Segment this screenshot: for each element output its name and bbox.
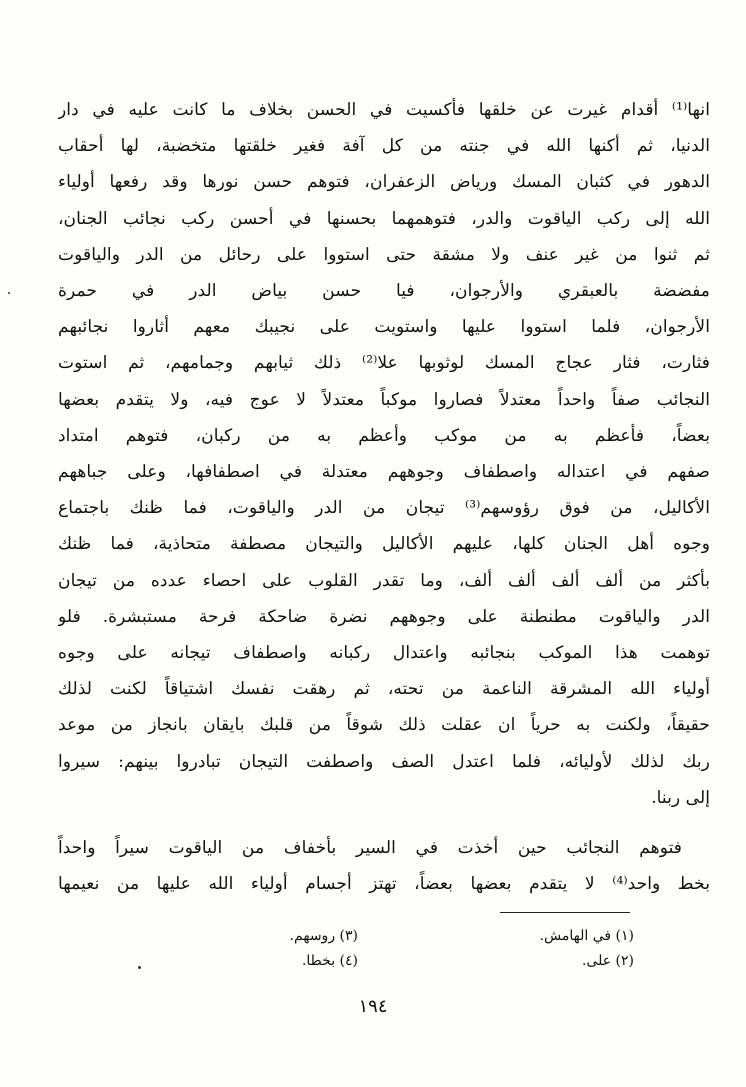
text-line: أولياء الله المشرقة الناعمة من تحته، ثم رهقت نفسك اشتياقاً لكنت لذلك <box>58 679 710 700</box>
text-line: مفضضة بالعبقري والأرجوان، فيا حسن بياض الدر في حمرة <box>58 281 710 302</box>
footnote-1: (١) في الهامش. <box>539 928 634 944</box>
footnotes-right-column <box>474 924 634 974</box>
text-line: الدر والياقوت مطنطنة على وجوههم نضرة ضاحكة فرحة مستبشرة. فلو <box>58 606 710 627</box>
footnote-separator <box>500 912 630 913</box>
text-line: بعضاً، فأعظم به من موكب وأعظم به من ركبان، فتوهم امتداد <box>58 425 710 446</box>
text-line: بخط واحد⁽⁴⁾ لا يتقدم بعضها بعضاً، تهتز أجسام أولياء الله عليها من نعيمها <box>58 874 710 895</box>
text-line: الدهور في كثبان المسك ورياض الزعفران، فتوهم حسن نورها وقد رفعها أولياء <box>58 172 710 193</box>
footnote-4: (٤) بخطا. <box>301 953 358 969</box>
text-line: انها⁽¹⁾ أقدام غيرت عن خلقها فأكسيت في الحسن بخلاف ما كانت عليه في دار <box>58 100 710 120</box>
scan-speck <box>8 292 10 294</box>
text-line: فثارت، فثار عجاج المسك لوثوبها علا⁽²⁾ ذلك ثيابهم وجمامهم، ثم استوت <box>58 353 710 374</box>
text-line: وجوه أهل الجنان كلها، عليهم الأكاليل والتيجان مصطفة متحاذية، فما ظنك <box>58 534 710 555</box>
footnotes-left-column <box>198 924 358 974</box>
paragraph-1 <box>58 92 710 816</box>
paragraph-spacer <box>58 816 710 830</box>
footnote-2: (٢) على. <box>581 953 634 969</box>
page-number: ١٩٤ <box>358 996 388 1017</box>
text-line: النجائب صفاً واحداً معتدلاً فصاروا موكباً معتدلاً لا عوج فيه، ولا يتقدم بعضها <box>58 389 710 410</box>
paragraph-2 <box>58 830 710 902</box>
text-line: ثم ثنوا من غير عنف ولا مشقة حتى استووا على رحائل من الدر والياقوت <box>58 244 710 265</box>
scan-speck <box>138 966 141 969</box>
text-line: إلى ربنا. <box>651 787 710 808</box>
main-text <box>58 92 710 902</box>
text-line: الدنيا، ثم أكنها الله في جنته من كل آفة فغير خلقتها متخضبة، لها أحقاب <box>58 136 710 157</box>
text-line: توهمت هذا الموكب بنجائبه واعتدال ركبانه واصطفاف تيجانه على وجوه <box>58 643 710 664</box>
text-line: بأكثر من ألف ألف ألف ألف، وما تقدر القلوب على احصاء عدده من تيجان <box>58 570 710 591</box>
text-line: حقيقاً، ولكنت به حرياً ان عقلت ذلك شوقاً من قلبك بايقان بانجاز من موعد <box>58 715 710 736</box>
text-line: فتوهم النجائب حين أخذت في السير بأخفاف من الياقوت سيراً واحداً <box>58 838 682 859</box>
text-line: الأكاليل، من فوق رؤوسهم⁽³⁾ تيجان من الدر والياقوت، فما ظنك باجتماع <box>58 498 710 519</box>
text-line: ربك لذلك لأوليائه، فلما اعتدل الصف واصطفت التيجان تبادروا بينهم: سيروا <box>58 751 710 772</box>
text-line: الأرجوان، فلما استووا عليها واستويت على نجيبك معهم أثاروا نجائبهم <box>58 317 710 338</box>
footnote-3: (٣) روسهم. <box>289 928 358 944</box>
text-line: صفهم في اعتداله واصطفاف وجوههم معتدلة في اصطفافها، وعلى جباههم <box>58 462 710 483</box>
text-line: الله إلى ركب الياقوت والدر، فتوهمهما بحسنها في أحسن ركب نجائب الجنان، <box>58 208 710 229</box>
